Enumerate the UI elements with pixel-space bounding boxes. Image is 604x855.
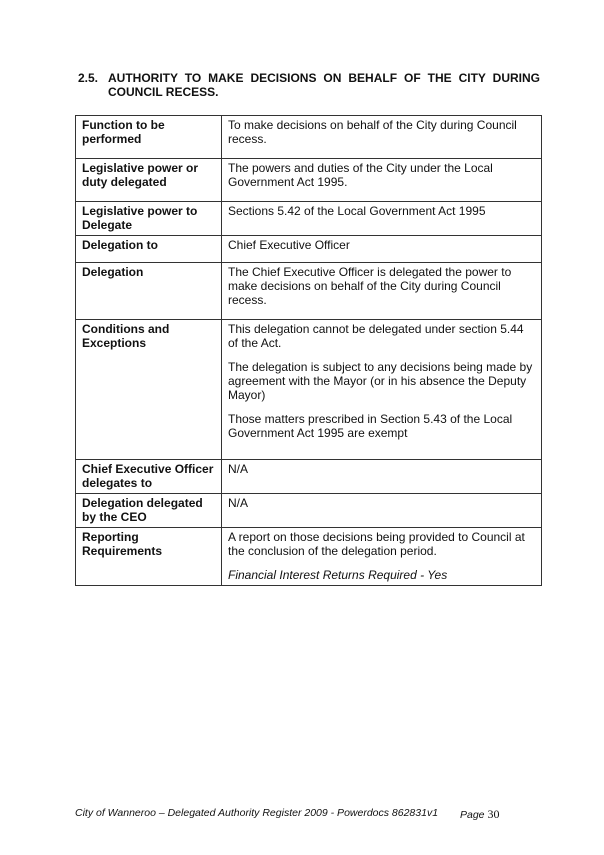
table-row <box>76 494 542 528</box>
row-label: Function to be performed <box>76 116 222 159</box>
value-paragraph: To make decisions on behalf of the City during Council recess. <box>228 118 517 146</box>
row-value <box>222 116 542 159</box>
row-label: Legislative power or duty delegated <box>76 159 222 202</box>
row-value <box>222 202 542 236</box>
row-value <box>222 159 542 202</box>
value-paragraph: N/A <box>228 462 249 476</box>
row-value <box>222 236 542 263</box>
value-paragraph: N/A <box>228 496 249 510</box>
value-paragraph: The Chief Executive Officer is delegated the power to make decisions on behalf of the City during Council recess. <box>228 265 512 307</box>
table-row <box>76 263 542 320</box>
value-paragraph: This delegation cannot be delegated under section 5.44 of the Act. <box>228 322 524 350</box>
row-value <box>222 460 542 494</box>
row-value <box>222 263 542 320</box>
value-paragraph: A report on those decisions being provided to Council at the conclusion of the delegation period. <box>228 530 525 558</box>
value-paragraph: The powers and duties of the City under the Local Government Act 1995. <box>228 161 493 189</box>
delegation-table <box>75 115 542 586</box>
page-label: Page <box>460 809 485 821</box>
table-row <box>76 528 542 586</box>
row-label: Delegation delegated by the CEO <box>76 494 222 528</box>
section-title: AUTHORITY TO MAKE DECISIONS ON BEHALF OF THE CITY DURING COUNCIL RECESS. <box>108 71 540 99</box>
row-value <box>222 320 542 460</box>
value-paragraph: Those matters prescribed in Section 5.43 of the Local Government Act 1995 are exempt <box>228 412 513 440</box>
row-value <box>222 528 542 586</box>
row-label: Legislative power to Delegate <box>76 202 222 236</box>
table-row <box>76 320 542 460</box>
table-row <box>76 236 542 263</box>
value-paragraph: Financial Interest Returns Required - Yes <box>228 568 448 582</box>
table-row <box>76 460 542 494</box>
value-paragraph: Sections 5.42 of the Local Government Act 1995 <box>228 204 486 218</box>
row-value <box>222 494 542 528</box>
row-label: Chief Executive Officer delegates to <box>76 460 222 494</box>
table-row <box>76 159 542 202</box>
table-row <box>76 116 542 159</box>
page-number: 30 <box>487 807 500 821</box>
page-number-block <box>460 807 499 822</box>
table-row <box>76 202 542 236</box>
row-label: Delegation to <box>76 236 222 263</box>
section-heading <box>78 71 540 99</box>
row-label: Conditions and Exceptions <box>76 320 222 460</box>
value-paragraph: Chief Executive Officer <box>228 238 350 252</box>
footer-text: City of Wanneroo – Delegated Authority Register 2009 - Powerdocs 862831v1 <box>75 807 439 819</box>
value-paragraph: The delegation is subject to any decisions being made by agreement with the Mayor (or in his absence the Deputy Mayor) <box>228 360 533 402</box>
page-footer <box>75 807 545 819</box>
row-label: Reporting Requirements <box>76 528 222 586</box>
section-number: 2.5. <box>78 71 99 85</box>
row-label: Delegation <box>76 263 222 320</box>
